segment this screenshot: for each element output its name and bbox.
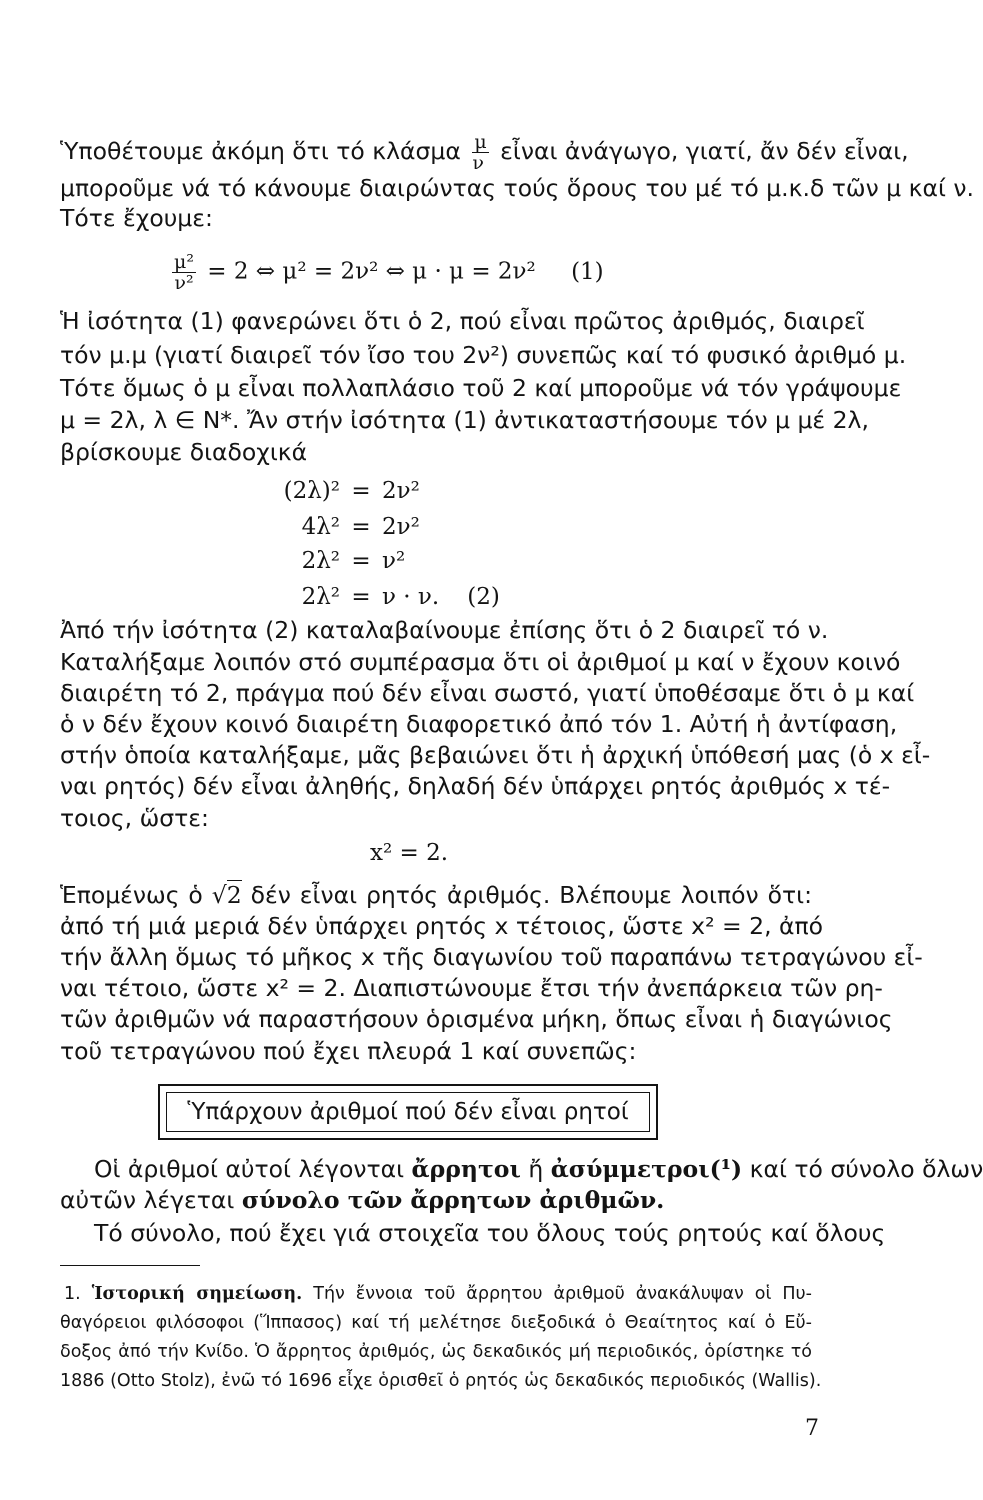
footnote-line: θαγόρειοι φιλόσοφοι (Ἵππασος) καί τή μελέτησε διεξοδικά ὁ Θεαίτητος καί ὁ Εὔ- <box>60 1313 812 1333</box>
text-span: εἶναι ἀνάγωγο, γιατί, ἄν δέν εἶναι, <box>500 137 909 165</box>
footnote-line <box>64 1280 812 1309</box>
text-line: Ἡ ἰσότητα (1) φανερώνει ὅτι ὁ 2, πού εἶναι πρῶτος ἀριθμός, διαιρεῖ <box>60 307 865 335</box>
text-span: Τήν ἔννοια τοῦ ἄρρητου ἀριθμοῦ ἀνακάλυψαν οἱ Πυ- <box>313 1284 812 1304</box>
definition-box-inner <box>166 1092 650 1132</box>
equation-body: x² = 2. <box>370 840 449 866</box>
text-line: Τότε ἔχουμε: <box>60 204 213 232</box>
box-title: Ὑπάρχουν ἀριθμοί πού δέν εἶναι ρητοί <box>187 1099 629 1125</box>
text-span: ἤ <box>528 1155 544 1183</box>
text-line <box>94 1154 983 1184</box>
text-span: καί τό σύνολο ὅλων <box>749 1155 983 1183</box>
text-line: μποροῦμε νά τό κάνουμε διαιρώντας τούς ὅρους του μέ τό μ.κ.δ τῶν μ καί ν. <box>60 174 974 202</box>
text-line: Καταλήξαμε λοιπόν στό συμπέρασμα ὅτι οἱ ἀριθμοί μ καί ν ἔχουν κοινό <box>60 648 901 676</box>
text-span: δέν εἶναι ρητός ἀριθμός. Βλέπουμε λοιπόν ὅτι: <box>250 881 812 909</box>
text-line: μ = 2λ, λ ∈ N*. Ἄν στήν ἰσότητα (1) ἀντικαταστήσουμε τόν μ μέ 2λ, <box>60 406 869 434</box>
equation-body: = 2 ⇔ μ² = 2ν² ⇔ μ · μ = 2ν² <box>207 258 536 285</box>
radicand: 2 <box>226 881 242 909</box>
equation-op: = <box>351 514 371 540</box>
text-span: Ἑπομένως ὁ <box>60 881 203 909</box>
equation-op: = <box>351 548 371 574</box>
equation-1 <box>168 252 604 293</box>
fraction-numerator: μ² <box>174 251 194 273</box>
text-line <box>60 1185 812 1215</box>
footnote-line: 1886 (Otto Stolz), ἐνῶ τό 1696 εἶχε ὁρισθεῖ ὁ ρητός ὡς δεκαδικός περιοδικός (Wallis). <box>60 1371 822 1391</box>
footnote-rule <box>60 1265 200 1266</box>
text-line: ὁ ν δέν ἔχουν κοινό διαιρέτη διαφορετικό ἀπό τόν 1. Αὐτή ἡ ἀντίφαση, <box>60 710 898 738</box>
fraction-denominator: ν <box>472 152 484 174</box>
equation-row <box>256 512 420 542</box>
text-line: στήν ὁποία καταλήξαμε, μᾶς βεβαιώνει ὅτι ἡ ἀρχική ὑπόθεσή μας (ὁ x εἶ- <box>60 741 931 769</box>
text-span: Ὑποθέτουμε ἀκόμη ὅτι τό κλάσμα <box>60 137 461 165</box>
equation-x-squared <box>370 838 448 868</box>
text-line: τοῦ τετραγώνου πού ἔχει πλευρά 1 καί συνεπῶς: <box>60 1037 637 1065</box>
equation-lhs: 2λ² <box>301 548 340 574</box>
equation-lhs: 2λ² <box>301 584 340 610</box>
equation-rhs: ν² <box>382 548 406 574</box>
text-line <box>60 131 909 174</box>
equation-row <box>256 546 405 576</box>
fraction-numerator: μ <box>474 131 487 153</box>
text-line: Τότε ὅμως ὁ μ εἶναι πολλαπλάσιο τοῦ 2 καί μποροῦμε νά τόν γράψουμε <box>60 374 902 402</box>
text-line: Ἀπό τήν ἰσότητα (2) καταλαβαίνουμε ἐπίσης ὅτι ὁ 2 διαιρεῖ τό ν. <box>60 616 829 644</box>
fraction <box>172 252 196 293</box>
fraction-denominator: ν² <box>174 272 194 294</box>
text-line: ἀπό τή μιά μεριά δέν ὑπάρχει ρητός x τέτοιος, ὥστε x² = 2, ἀπό <box>60 912 824 940</box>
text-line: τόν μ.μ (γιατί διαιρεῖ τόν ἴσο του 2ν²) συνεπῶς καί τό φυσικό ἀριθμό μ. <box>60 341 907 369</box>
fraction <box>472 132 488 173</box>
definition-box <box>158 1084 658 1140</box>
equation-row <box>256 582 500 612</box>
text-span: αὐτῶν λέγεται <box>60 1186 235 1214</box>
text-line: ναι τέτοιο, ὥστε x² = 2. Διαπιστώνουμε ἔτσι τήν ἀνεπάρκεια τῶν ρη- <box>60 974 883 1002</box>
equation-rhs: 2ν² <box>382 514 420 540</box>
page-number: 7 <box>805 1416 819 1441</box>
footnote-title: Ἱστορική σημείωση. <box>91 1284 303 1304</box>
text-line: Τό σύνολο, πού ἔχει γιά στοιχεῖα του ὅλους τούς ρητούς καί ὅλους <box>94 1219 886 1247</box>
bold-term: ἀσύμμετροι(¹) <box>550 1155 743 1183</box>
footnote-line: δοξος ἀπό τήν Κνίδο. Ὁ ἄρρητος ἀριθμός, ὡς δεκαδικός μή περιοδικός, ὁρίστηκε τό <box>60 1342 812 1362</box>
equation-op: = <box>351 584 371 610</box>
equation-tag: (2) <box>467 584 500 610</box>
equation-rhs: ν · ν. <box>382 584 440 610</box>
equation-op: = <box>351 478 371 504</box>
equation-row <box>256 476 420 506</box>
text-line: διαιρέτη τό 2, πράγμα πού δέν εἶναι σωστό, γιατί ὑποθέσαμε ὅτι ὁ μ καί <box>60 679 915 707</box>
footnote-mark: 1. <box>64 1284 81 1304</box>
text-line: βρίσκουμε διαδοχικά <box>60 438 308 466</box>
equation-lhs: (2λ)² <box>283 478 340 504</box>
equation-rhs: 2ν² <box>382 478 420 504</box>
text-line: ναι ρητός) δέν εἶναι ἀληθής, δηλαδή δέν ὑπάρχει ρητός ἀριθμός x τέ- <box>60 772 891 800</box>
text-line: τήν ἄλλη ὅμως τό μῆκος x τῆς διαγωνίου τοῦ παραπάνω τετραγώνου εἶ- <box>60 943 923 971</box>
equation-lhs: 4λ² <box>301 514 340 540</box>
sqrt-sign: √ <box>211 881 227 909</box>
text-line <box>60 880 812 910</box>
text-line: τῶν ἀριθμῶν νά παραστήσουν ὁρισμένα μήκη, ὅπως εἶναι ἡ διαγώνιος <box>60 1005 893 1033</box>
bold-term: ἄρρητοι <box>411 1155 521 1183</box>
sqrt-2 <box>212 880 242 909</box>
text-span: Οἱ ἀριθμοί αὐτοί λέγονται <box>94 1155 405 1183</box>
equation-tag: (1) <box>571 258 604 285</box>
text-line: τοιος, ὥστε: <box>60 804 209 832</box>
bold-term: σύνολο τῶν ἄρρητων ἀριθμῶν. <box>241 1186 665 1214</box>
